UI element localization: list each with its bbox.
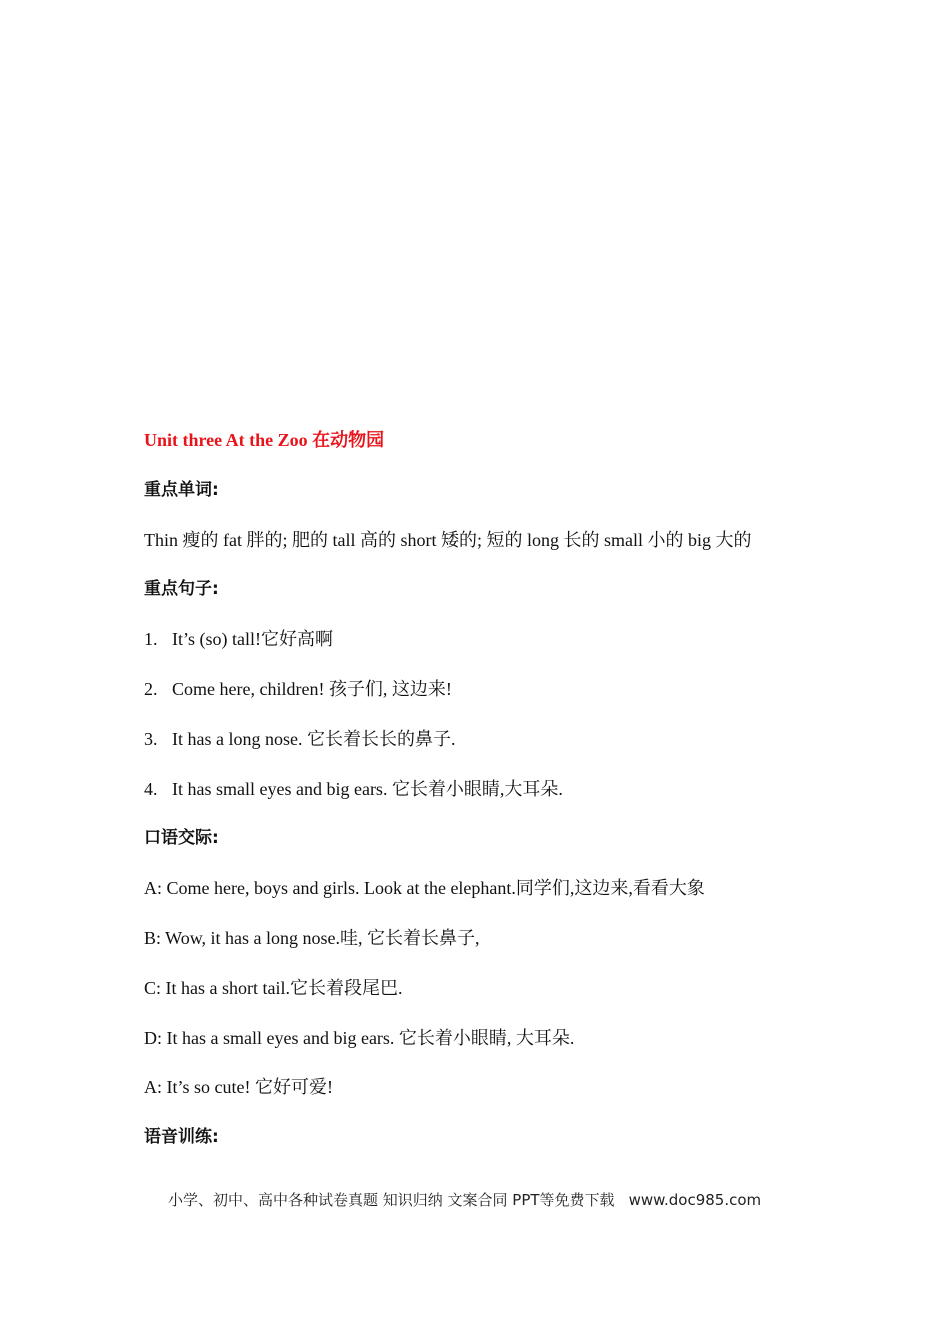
sentence-number: 4.	[144, 779, 158, 799]
dialogue-heading: 口语交际:	[144, 828, 219, 848]
sentence-item	[144, 677, 452, 701]
sentence-item	[144, 727, 455, 751]
dialogue-line: A: Come here, boys and girls. Look at the elephant.同学们,这边来,看看大象	[144, 878, 705, 898]
unit-title: Unit three At the Zoo 在动物园	[144, 430, 385, 450]
sentence-number: 3.	[144, 729, 158, 749]
key-words-heading: 重点单词:	[144, 480, 219, 500]
dialogue-line: C: It has a short tail.它长着段尾巴.	[144, 978, 403, 998]
dialogue-line: A: It’s so cute! 它好可爱!	[144, 1077, 333, 1097]
key-sentences-heading: 重点句子:	[144, 579, 219, 599]
footer-url[interactable]: www.doc985.com	[628, 1191, 762, 1209]
sentence-text: It’s (so) tall!它好高啊	[172, 629, 333, 649]
dialogue-line: D: It has a small eyes and big ears. 它长着小眼睛, 大耳朵.	[144, 1028, 575, 1048]
sentence-number: 2.	[144, 679, 158, 699]
sentence-item	[144, 627, 333, 651]
sentence-text: It has a long nose. 它长着长长的鼻子.	[172, 729, 456, 749]
footer-text: 小学、初中、高中各种试卷真题 知识归纳 文案合同 PPT等免费下载	[168, 1191, 615, 1209]
sentence-text: Come here, children! 孩子们, 这边来!	[172, 679, 452, 699]
sentence-text: It has small eyes and big ears. 它长着小眼睛,大耳朵.	[172, 779, 563, 799]
phonics-heading: 语音训练:	[144, 1127, 219, 1147]
sentence-item	[144, 777, 563, 801]
page-footer	[168, 1188, 761, 1212]
key-words-line: Thin 瘦的 fat 胖的; 肥的 tall 高的 short 矮的; 短的 long 长的 small 小的 big 大的	[144, 530, 752, 550]
dialogue-line: B: Wow, it has a long nose.哇, 它长着长鼻子,	[144, 928, 480, 948]
sentence-number: 1.	[144, 629, 158, 649]
